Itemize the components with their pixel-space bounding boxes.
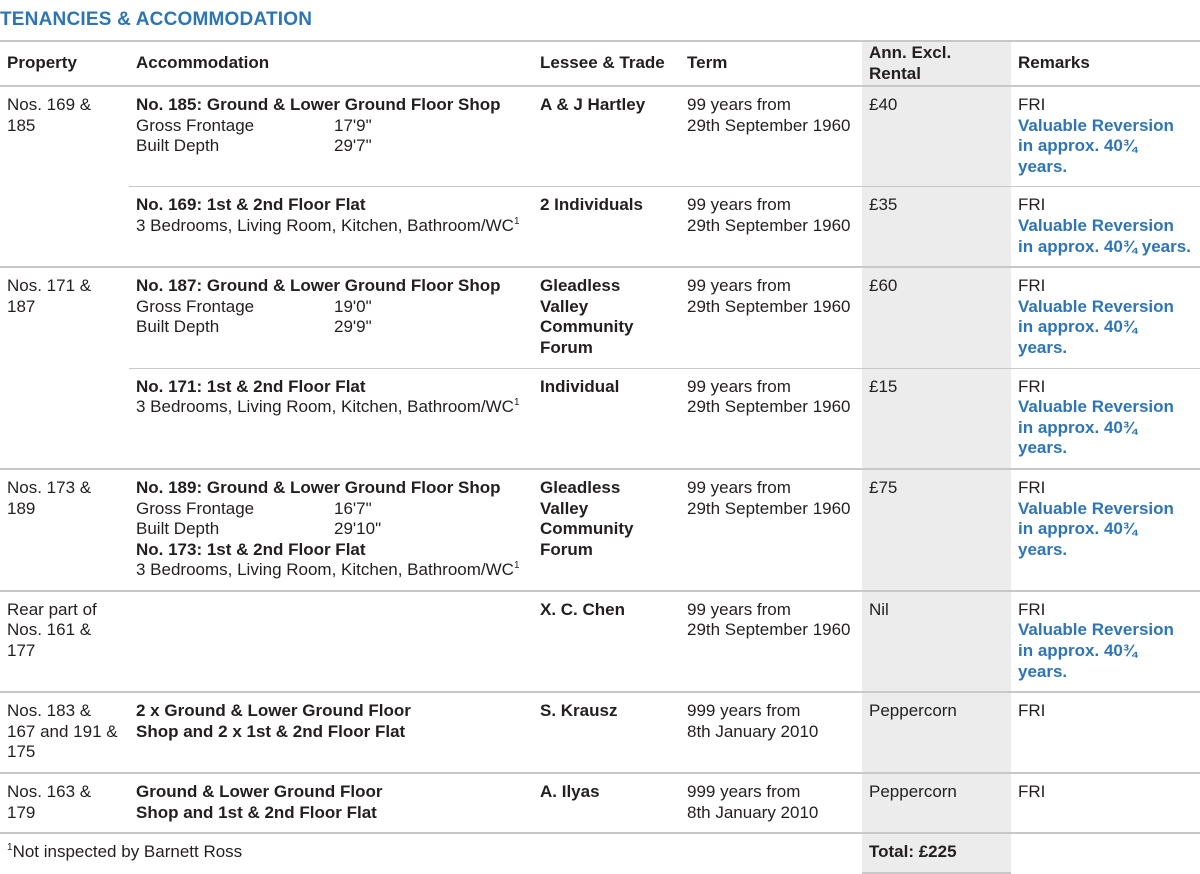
remarks-cell: FRI Valuable Reversion in approx. 40¾ years. (1011, 469, 1200, 591)
dimension-line: Gross Frontage 16'7" (136, 498, 372, 518)
rental-cell: £15 (862, 368, 1011, 469)
term-cell: 999 years from 8th January 2010 (680, 773, 862, 833)
remarks-cell: FRI Valuable Reversion in approx. 40¾ years. (1011, 368, 1200, 469)
accommodation-title: No. 173: 1st & 2nd Floor Flat (136, 539, 366, 559)
table-row (0, 773, 1200, 833)
term-cell: 99 years from 29th September 1960 (680, 469, 862, 591)
table-row (0, 591, 1200, 692)
accommodation-cell (129, 368, 533, 469)
rental-cell: Peppercorn (862, 692, 1011, 773)
accommodation-title: No. 189: Ground & Lower Ground Floor Shop (136, 477, 501, 497)
lessee-cell: A. Ilyas (533, 773, 680, 833)
property-cell: Nos. 171 & 187 (0, 267, 129, 469)
table-row (0, 187, 1200, 267)
table-row (0, 86, 1200, 187)
accommodation-cell (129, 469, 533, 591)
lessee-cell: A & J Hartley (533, 86, 680, 187)
accommodation-title: No. 171: 1st & 2nd Floor Flat (136, 376, 366, 396)
remarks-cell: FRI Valuable Reversion in approx. 40¾ years. (1011, 187, 1200, 267)
footnote-marker: 1 (513, 560, 520, 572)
footnote: $^1$Not inspected by Barnett Ross (7, 842, 243, 862)
accommodation-title: No. 185: Ground & Lower Ground Floor Shop (136, 95, 501, 114)
header-property: Property (0, 42, 129, 86)
remarks-cell: FRI Valuable Reversion in approx. 40¾ years. (1011, 591, 1200, 692)
header-rental: Ann. Excl. Rental (862, 42, 1011, 86)
dimension-line: Built Depth 29'10" (136, 519, 382, 539)
table-row (0, 692, 1200, 773)
table-row (0, 267, 1200, 368)
footer-empty-cell (1011, 833, 1200, 873)
property-cell: Nos. 169 & 185 (0, 86, 129, 267)
lessee-cell: Individual (533, 368, 680, 469)
table-footer-row (0, 833, 1200, 873)
accommodation-description: 3 Bedrooms, Living Room, Kitchen, Bathroom/$WC^1$ (136, 560, 520, 580)
remarks-cell: FRI (1011, 692, 1200, 773)
property-cell: Rear part of Nos. 161 & 177 (0, 591, 129, 692)
term-cell: 99 years from 29th September 1960 (680, 267, 862, 368)
table-row (0, 469, 1200, 591)
accommodation-cell (129, 267, 533, 368)
dimension-line: Built Depth 29'7" (136, 136, 372, 156)
rental-cell: £75 (862, 469, 1011, 591)
term-cell: 99 years from 29th September 1960 (680, 368, 862, 469)
tenancies-table (0, 42, 1200, 874)
accommodation-cell (129, 591, 533, 692)
accommodation-cell (129, 187, 533, 267)
accommodation-description: 3 Bedrooms, Living Room, Kitchen, Bathroom/$WC^1$ (136, 215, 520, 235)
term-cell: 999 years from 8th January 2010 (680, 692, 862, 773)
accommodation-cell (129, 86, 533, 187)
remarks-cell: FRI (1011, 773, 1200, 833)
accommodation-title: No. 187: Ground & Lower Ground Floor Shop (136, 276, 501, 296)
table-row (0, 368, 1200, 469)
property-cell: Nos. 183 & 167 and 191 & 175 (0, 692, 129, 773)
lessee-cell: Gleadless Valley Community Forum (533, 267, 680, 368)
rental-cell: Nil (862, 591, 1011, 692)
table-header-row (0, 42, 1200, 86)
lessee-cell: S. Krausz (533, 692, 680, 773)
footnote-marker: 1 (513, 397, 520, 409)
accommodation-cell: 2 x Ground & Lower Ground Floor Shop and 2 x 1st & 2nd Floor Flat (129, 692, 533, 773)
footnote-marker: 1 (7, 842, 13, 854)
lessee-cell: X. C. Chen (533, 591, 680, 692)
rental-cell: Peppercorn (862, 773, 1011, 833)
rental-cell: £40 (862, 86, 1011, 187)
term-cell: 99 years from 29th September 1960 (680, 86, 862, 187)
term-cell: 99 years from 29th September 1960 (680, 187, 862, 267)
property-cell: Nos. 173 & 189 (0, 469, 129, 591)
header-lessee: Lessee & Trade (533, 42, 680, 86)
dimension-line: Gross Frontage 17'9" (136, 115, 372, 135)
remarks-cell: FRI Valuable Reversion in approx. 40¾ years. (1011, 267, 1200, 368)
dimension-line: Gross Frontage 19'0" (136, 296, 372, 316)
accommodation-title: No. 169: 1st & 2nd Floor Flat (136, 195, 366, 215)
rental-cell: £60 (862, 267, 1011, 368)
rental-cell: £35 (862, 187, 1011, 267)
accommodation-description: 3 Bedrooms, Living Room, Kitchen, Bathroom/$WC^1$ (136, 397, 520, 417)
remarks-cell: FRI Valuable Reversion in approx. 40¾ years. (1011, 86, 1200, 187)
lessee-cell: Gleadless Valley Community Forum (533, 469, 680, 591)
property-cell: Nos. 163 & 179 (0, 773, 129, 833)
lessee-cell: 2 Individuals (533, 187, 680, 267)
header-remarks: Remarks (1011, 42, 1200, 86)
total-rental: Total: £225 (862, 833, 1011, 873)
header-term: Term (680, 42, 862, 86)
footnote-marker: 1 (513, 215, 520, 227)
page-title: TENANCIES & ACCOMMODATION (0, 9, 313, 30)
accommodation-cell: Ground & Lower Ground Floor Shop and 1st & 2nd Floor Flat (129, 773, 533, 833)
term-cell: 99 years from 29th September 1960 (680, 591, 862, 692)
header-accommodation: Accommodation (129, 42, 533, 86)
dimension-line: Built Depth 29'9" (136, 317, 372, 337)
